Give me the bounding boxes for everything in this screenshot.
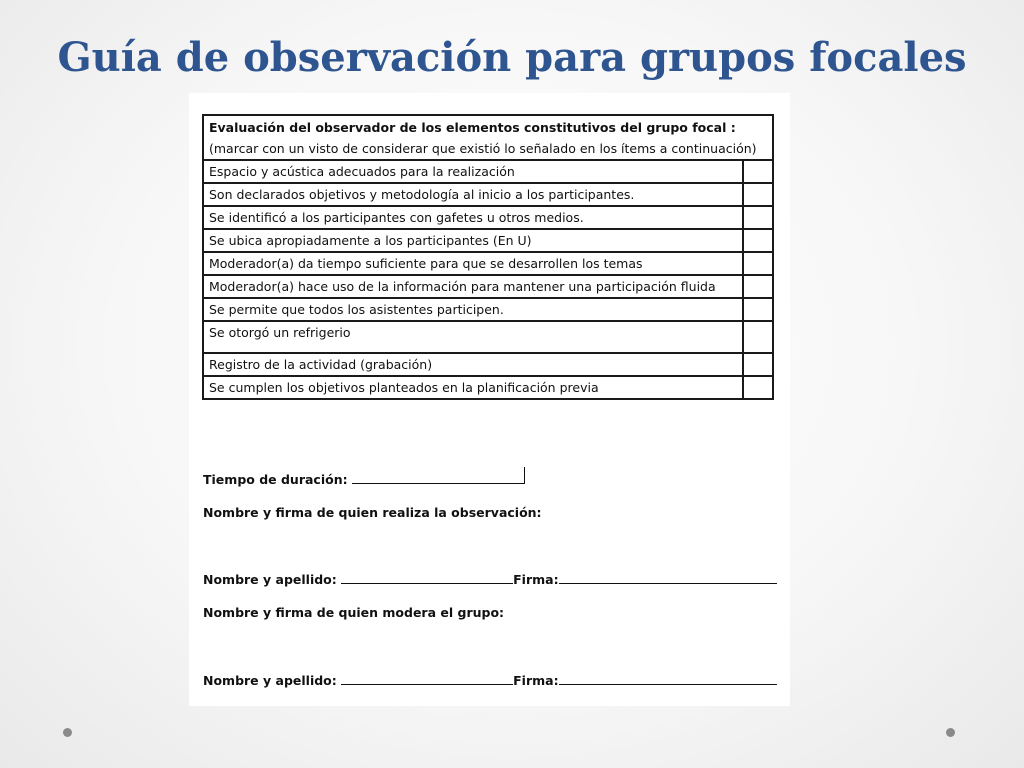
table-header-cell	[203, 115, 773, 160]
moderator-name-blank[interactable]	[341, 672, 513, 685]
left-dot-decoration	[63, 728, 72, 737]
observer-signature-label: Firma:	[513, 572, 559, 587]
duration-blank[interactable]	[352, 467, 525, 484]
table-row	[203, 376, 773, 399]
table-row	[203, 353, 773, 376]
check-cell[interactable]	[743, 206, 773, 229]
table-row	[203, 298, 773, 321]
item-label: Espacio y acústica adecuados para la realización	[203, 160, 743, 183]
item-label: Moderador(a) da tiempo suficiente para que se desarrollen los temas	[203, 252, 743, 275]
table-header-row	[203, 115, 773, 160]
right-dot-decoration	[946, 728, 955, 737]
item-label: Registro de la actividad (grabación)	[203, 353, 743, 376]
moderator-heading: Nombre y firma de quien modera el grupo:	[203, 605, 505, 620]
item-label: Se identificó a los participantes con gafetes u otros medios.	[203, 206, 743, 229]
checklist-table	[202, 114, 774, 400]
moderator-signature-label: Firma:	[513, 673, 559, 688]
observation-form-image	[189, 93, 790, 706]
check-cell[interactable]	[743, 183, 773, 206]
duration-label: Tiempo de duración:	[203, 472, 348, 487]
item-label: Se ubica apropiadamente a los participantes (En U)	[203, 229, 743, 252]
check-cell[interactable]	[743, 275, 773, 298]
table-row	[203, 206, 773, 229]
check-cell[interactable]	[743, 229, 773, 252]
table-row	[203, 229, 773, 252]
moderator-name-label: Nombre y apellido:	[203, 673, 337, 688]
observer-signature-line	[203, 571, 777, 587]
moderator-signature-line	[203, 672, 777, 688]
item-label: Se otorgó un refrigerio	[203, 321, 743, 353]
moderator-signature-blank[interactable]	[559, 672, 777, 685]
table-row	[203, 275, 773, 298]
table-row	[203, 321, 773, 353]
item-label: Se cumplen los objetivos planteados en la planificación previa	[203, 376, 743, 399]
check-cell[interactable]	[743, 353, 773, 376]
item-label: Moderador(a) hace uso de la información para mantener una participación fluida	[203, 275, 743, 298]
item-label: Se permite que todos los asistentes participen.	[203, 298, 743, 321]
observer-name-label: Nombre y apellido:	[203, 572, 337, 587]
duration-field	[203, 467, 525, 487]
check-cell[interactable]	[743, 321, 773, 353]
table-row	[203, 160, 773, 183]
check-cell[interactable]	[743, 252, 773, 275]
observer-signature-blank[interactable]	[559, 571, 777, 584]
check-cell[interactable]	[743, 376, 773, 399]
form-heading: Evaluación del observador de los elementos constitutivos del grupo focal :	[209, 120, 736, 135]
slide-title: Guía de observación para grupos focales	[57, 34, 967, 81]
table-row	[203, 183, 773, 206]
observer-heading: Nombre y firma de quien realiza la observación:	[203, 505, 542, 520]
observer-name-blank[interactable]	[341, 571, 513, 584]
check-cell[interactable]	[743, 160, 773, 183]
check-cell[interactable]	[743, 298, 773, 321]
form-instruction: (marcar con un visto de considerar que existió lo señalado en los ítems a continuación)	[209, 141, 757, 156]
item-label: Son declarados objetivos y metodología al inicio a los participantes.	[203, 183, 743, 206]
table-row	[203, 252, 773, 275]
